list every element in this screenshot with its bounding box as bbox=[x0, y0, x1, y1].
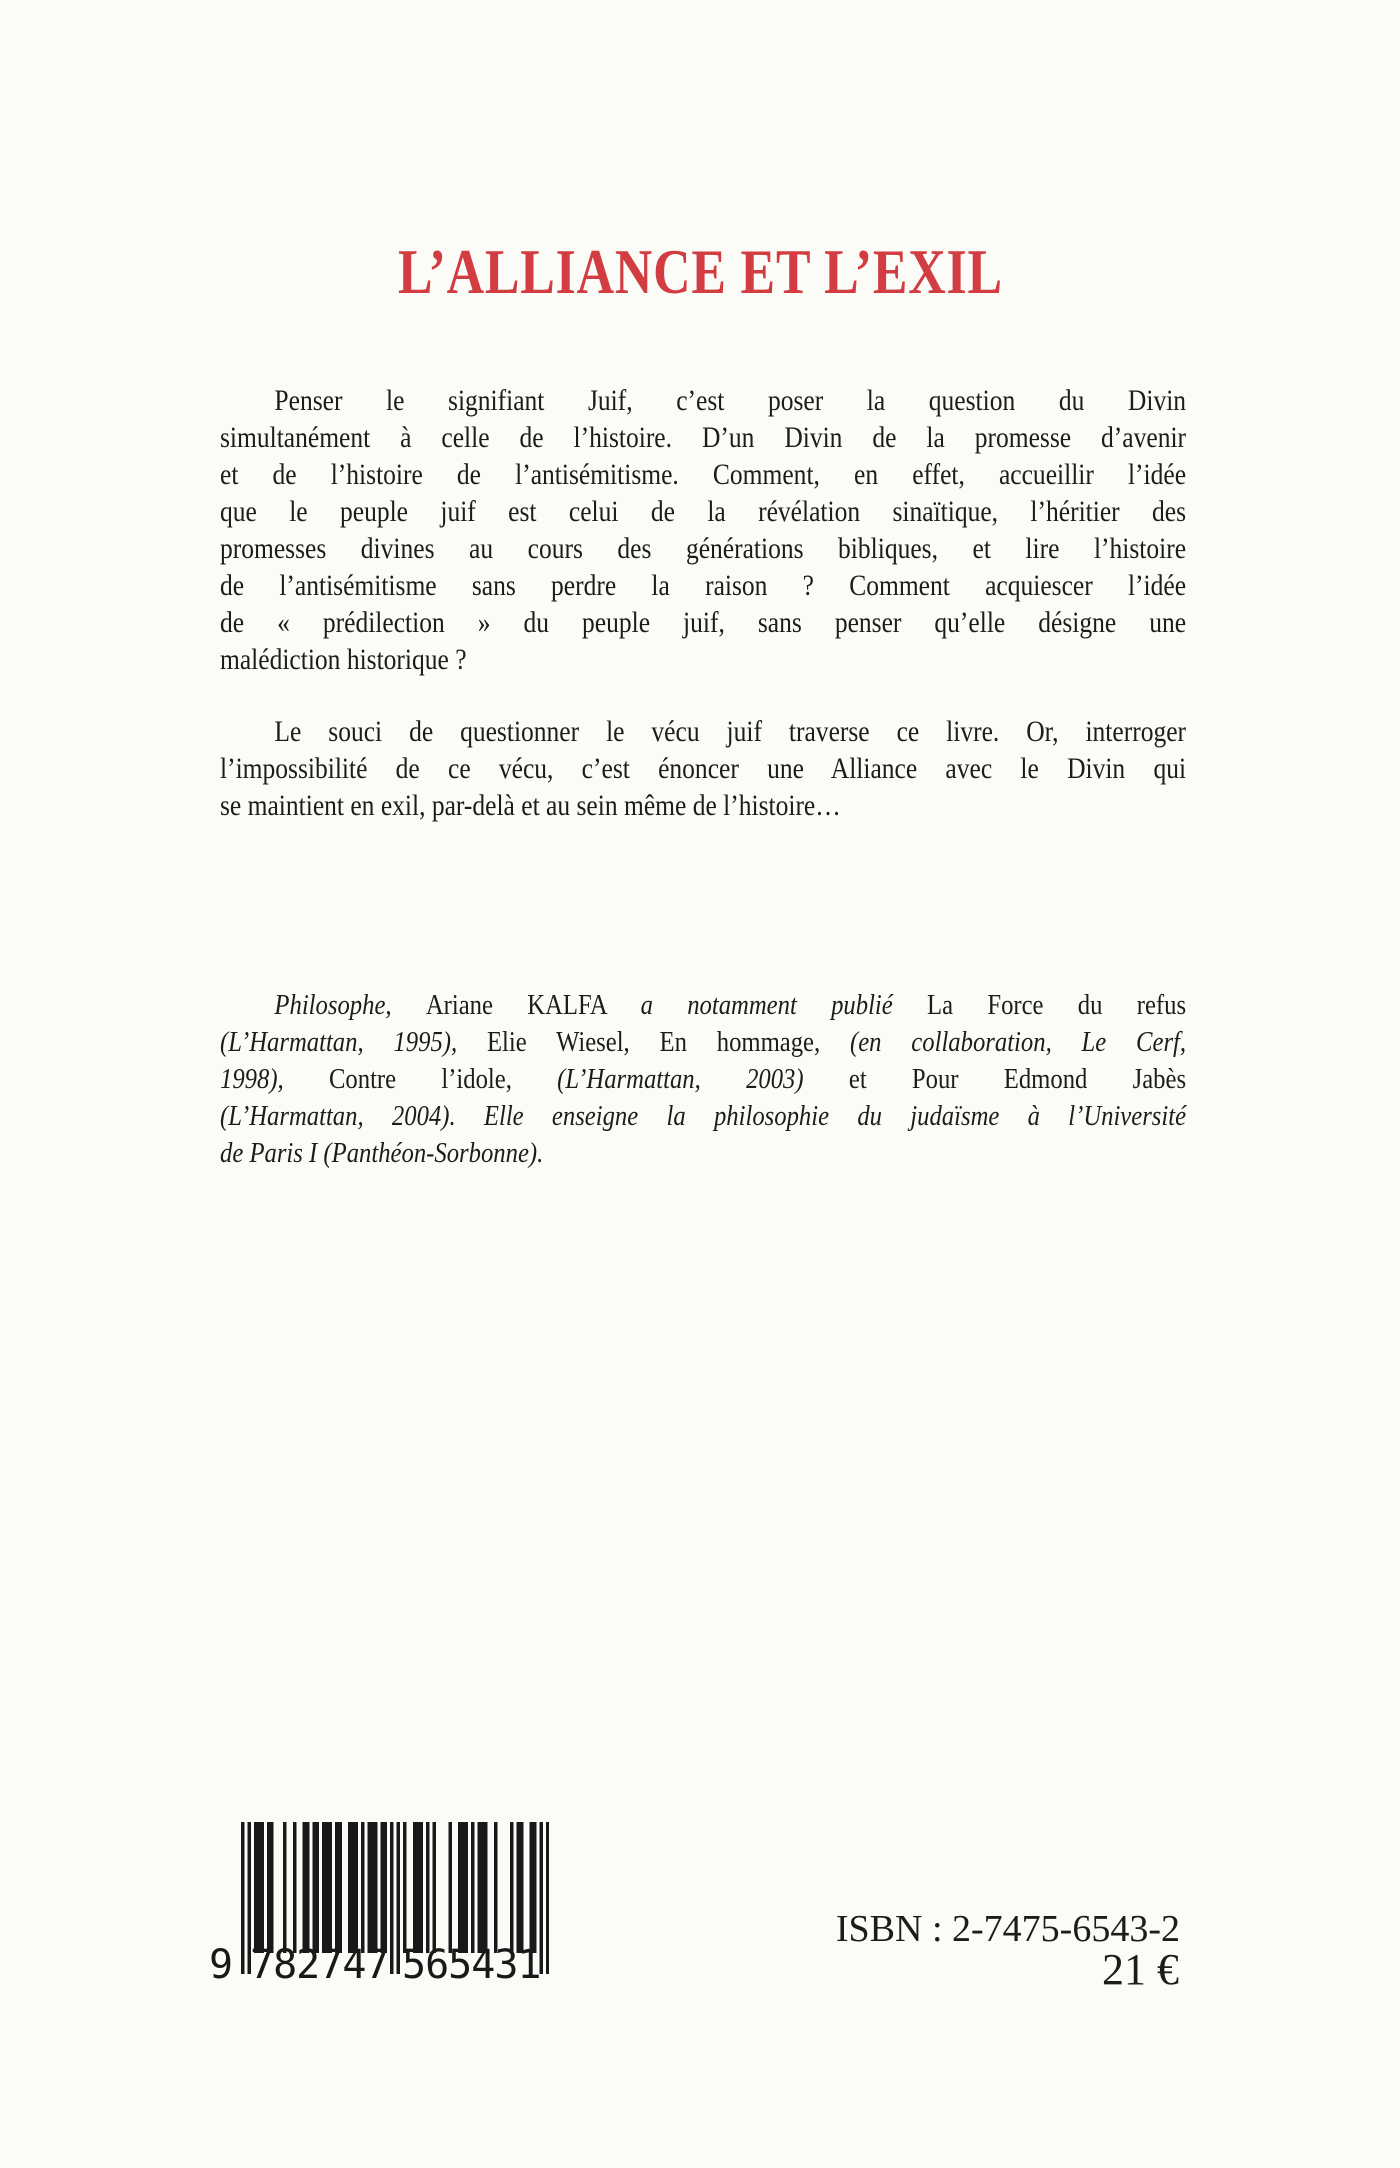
barcode-bar bbox=[484, 1822, 487, 1953]
roman-segment: La Force du refus bbox=[927, 989, 1187, 1021]
barcode-bar bbox=[448, 1822, 451, 1953]
barcode-bar bbox=[338, 1822, 341, 1953]
roman-segment: et Pour Edmond Jabès bbox=[848, 1063, 1187, 1095]
text-line: Penser le signifiant Juif, c’est poser la question du Divin bbox=[274, 384, 1187, 417]
italic-segment: (en collaboration, Le Cerf, bbox=[850, 1026, 1187, 1058]
barcode-bar bbox=[432, 1822, 435, 1953]
barcode-bar bbox=[471, 1822, 474, 1953]
text-line: simultanément à celle de l’histoire. D’un Divin de la promesse d’avenir bbox=[220, 421, 1187, 454]
barcode-digits-right-group: 565431 bbox=[402, 1942, 541, 1988]
italic-segment: (L’Harmattan, 2003) bbox=[557, 1063, 849, 1095]
barcode-bar bbox=[354, 1822, 357, 1953]
text-line: l’impossibilité de ce vécu, c’est énoncer une Alliance avec le Divin qui bbox=[220, 752, 1187, 785]
barcode-bar bbox=[374, 1822, 377, 1953]
barcode-bar bbox=[241, 1822, 244, 1974]
text-line bbox=[220, 1024, 1186, 1061]
barcode-bar bbox=[312, 1822, 315, 1953]
text-line: promesses divines au cours des générations bibliques, et lire l’histoire bbox=[220, 532, 1187, 565]
barcode-bar bbox=[458, 1822, 461, 1953]
barcode-bar bbox=[533, 1822, 536, 1953]
italic-segment: de Paris I (Panthéon-Sorbonne). bbox=[220, 1137, 544, 1169]
barcode-bar bbox=[267, 1822, 270, 1953]
barcode-digits-left-group: 782747 bbox=[250, 1942, 389, 1988]
italic-segment: 1998), bbox=[220, 1063, 329, 1095]
author-bio-paragraph bbox=[220, 987, 1186, 1172]
barcode-bar bbox=[371, 1822, 374, 1953]
barcode-bar bbox=[351, 1822, 354, 1953]
barcode-bar bbox=[384, 1822, 387, 1953]
price-text: 21 € bbox=[1102, 1945, 1179, 1994]
text-line bbox=[220, 1098, 1186, 1135]
barcode-bar bbox=[335, 1822, 338, 1953]
text-line bbox=[220, 987, 1186, 1024]
barcode-bar bbox=[517, 1822, 520, 1953]
barcode-bar bbox=[494, 1822, 497, 1953]
synopsis-paragraph-1 bbox=[220, 382, 1186, 678]
barcode-bar bbox=[329, 1822, 332, 1953]
italic-segment: (L’Harmattan, 2004). Elle enseigne la philosophie du judaïsme à l’Université bbox=[220, 1100, 1187, 1132]
barcode-bar bbox=[546, 1822, 549, 1974]
barcode-bar bbox=[461, 1822, 464, 1953]
barcode-bar bbox=[293, 1822, 296, 1953]
barcode-bar bbox=[322, 1822, 325, 1953]
text-line: de l’antisémitisme sans perdre la raison ? Comment acquiescer l’idée bbox=[220, 569, 1187, 602]
text-line: malédiction historique ? bbox=[220, 643, 467, 676]
text-line: de « prédilection » du peuple juif, sans penser qu’elle désigne une bbox=[220, 606, 1187, 639]
barcode-bar bbox=[520, 1822, 523, 1953]
barcode-bar bbox=[413, 1822, 416, 1953]
barcode-bar bbox=[481, 1822, 484, 1953]
barcode-digit-leading: 9 bbox=[209, 1942, 233, 1988]
roman-segment: Elie Wiesel, En hommage, bbox=[486, 1026, 851, 1058]
barcode-bar bbox=[316, 1822, 319, 1953]
barcode-bar bbox=[367, 1822, 370, 1953]
barcode-bar bbox=[254, 1822, 257, 1953]
isbn-text: ISBN : 2-7475-6543-2 bbox=[835, 1908, 1180, 1950]
barcode-bar bbox=[530, 1822, 533, 1953]
barcode-bar bbox=[270, 1822, 273, 1953]
roman-segment: Ariane KALFA bbox=[425, 989, 641, 1021]
text-line bbox=[220, 1135, 1186, 1172]
barcode-bar bbox=[465, 1822, 468, 1953]
text-line: et de l’histoire de l’antisémitisme. Comment, en effet, accueillir l’idée bbox=[220, 458, 1187, 491]
text-line: se maintient en exil, par-delà et au sein même de l’histoire… bbox=[220, 789, 841, 822]
barcode-bar bbox=[348, 1822, 351, 1953]
barcode-bar bbox=[325, 1822, 328, 1953]
barcode-bar bbox=[419, 1822, 422, 1953]
text-line bbox=[220, 1061, 1186, 1098]
barcode-bar bbox=[303, 1822, 306, 1953]
barcode-bar bbox=[260, 1822, 263, 1953]
text-line: Le souci de questionner le vécu juif traverse ce livre. Or, interroger bbox=[274, 715, 1187, 748]
barcode-bar bbox=[361, 1822, 364, 1953]
italic-segment: (L’Harmattan, 1995), bbox=[220, 1026, 487, 1058]
barcode-bar bbox=[390, 1822, 393, 1974]
text-line: que le peuple juif est celui de la révélation sinaïtique, l’héritier des bbox=[220, 495, 1187, 528]
barcode-bar bbox=[403, 1822, 406, 1953]
barcode-bar bbox=[257, 1822, 260, 1953]
barcode-bar bbox=[426, 1822, 429, 1953]
roman-segment: Contre l’idole, bbox=[328, 1063, 558, 1095]
title-row bbox=[0, 236, 1400, 307]
synopsis-paragraph-2 bbox=[220, 713, 1186, 824]
book-title: L’ALLIANCE ET L’EXIL bbox=[397, 236, 1003, 307]
italic-segment: a notamment publié bbox=[640, 989, 928, 1021]
barcode-bar bbox=[283, 1822, 286, 1953]
barcode-bar bbox=[510, 1822, 513, 1953]
italic-segment: Philosophe, bbox=[274, 989, 426, 1021]
barcode-bar bbox=[397, 1822, 400, 1974]
barcode-bar bbox=[306, 1822, 309, 1953]
barcode-bar bbox=[380, 1822, 383, 1953]
barcode-bar bbox=[478, 1822, 481, 1953]
barcode-bar bbox=[416, 1822, 419, 1953]
